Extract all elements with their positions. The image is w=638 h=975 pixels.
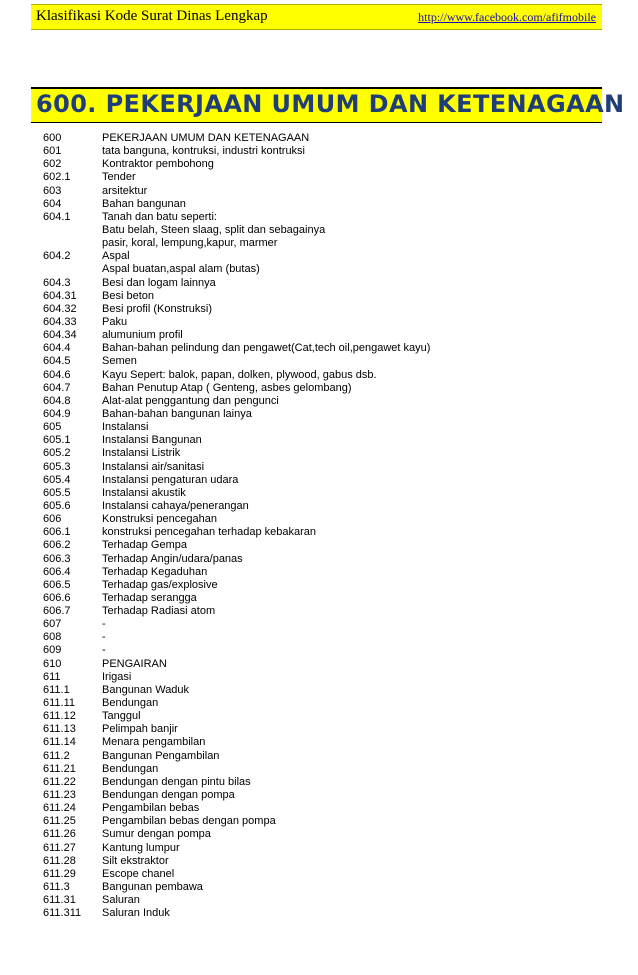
entry-code: 606.2 [43, 539, 71, 552]
list-item [43, 211, 603, 224]
document-title: Klasifikasi Kode Surat Dinas Lengkap [36, 8, 268, 24]
entry-code: 605.5 [43, 486, 71, 499]
list-item [43, 776, 603, 789]
list-item [43, 158, 603, 171]
entry-code: 607 [43, 618, 62, 631]
list-item [43, 697, 603, 710]
code-list [43, 132, 603, 920]
entry-description: Bendungan [102, 762, 159, 775]
list-item [43, 329, 603, 342]
entry-description: arsitektur [102, 184, 148, 197]
entry-code: 604.7 [43, 381, 71, 394]
list-item [43, 868, 603, 881]
entry-description: Besi beton [102, 289, 154, 302]
entry-code: 611.12 [43, 710, 76, 723]
entry-description: Semen [102, 355, 137, 368]
entry-description: pasir, koral, lempung,kapur, marmer [102, 237, 278, 250]
entry-code: 604.3 [43, 276, 71, 289]
entry-code: 611.22 [43, 775, 76, 788]
entry-code: 611.311 [43, 907, 82, 920]
entry-description: Irigasi [102, 670, 132, 683]
list-item [43, 789, 603, 802]
list-item [43, 461, 603, 474]
entry-code: 604 [43, 197, 62, 210]
entry-description: Instalansi Bangunan [102, 434, 202, 447]
entry-description: Bangunan Pengambilan [102, 749, 220, 762]
list-item [43, 658, 603, 671]
entry-code: 611.23 [43, 789, 76, 802]
entry-description: Terhadap gas/explosive [102, 578, 218, 591]
entry-description: Silt ekstraktor [102, 854, 169, 867]
entry-description: Instalansi air/sanitasi [102, 460, 205, 473]
list-item [43, 303, 603, 316]
list-item [43, 250, 603, 263]
entry-code: 611.27 [43, 841, 76, 854]
entry-code: 611.29 [43, 867, 76, 880]
entry-code: 606.5 [43, 578, 71, 591]
entry-code: 605.1 [43, 434, 71, 447]
list-item [43, 355, 603, 368]
entry-code: 600 [43, 132, 62, 144]
entry-description: PENGAIRAN [102, 657, 167, 670]
entry-code: 605.4 [43, 473, 71, 486]
entry-code: 611.3 [43, 881, 70, 894]
entry-code: 605.3 [43, 460, 71, 473]
list-item [43, 855, 603, 868]
list-item [43, 539, 603, 552]
entry-code: 606.3 [43, 552, 71, 565]
list-item [43, 828, 603, 841]
list-item [43, 382, 603, 395]
list-item [43, 132, 603, 145]
entry-code: 604.2 [43, 250, 71, 263]
list-item [43, 579, 603, 592]
section-heading: 600. PEKERJAAN UMUM DAN KETENAGAAN [36, 90, 625, 118]
list-item [43, 395, 603, 408]
entry-description: tata banguna, kontruksi, industri kontruksi [102, 145, 306, 158]
entry-description: PEKERJAAN UMUM DAN KETENAGAAN [102, 132, 310, 144]
list-item [43, 224, 603, 237]
entry-description: Instalansi [102, 421, 149, 434]
list-item [43, 566, 603, 579]
list-item [43, 618, 603, 631]
entry-description: Pengambilan bebas [102, 802, 200, 815]
entry-description: Terhadap Kegaduhan [102, 565, 208, 578]
list-item [43, 198, 603, 211]
list-item [43, 369, 603, 382]
list-item [43, 500, 603, 513]
entry-description: Kontraktor pembohong [102, 158, 214, 171]
list-item [43, 763, 603, 776]
section-heading-bar [31, 87, 625, 123]
entry-code: 604.34 [43, 329, 77, 342]
list-item [43, 447, 603, 460]
entry-code: 604.6 [43, 368, 71, 381]
entry-description: Instalansi akustik [102, 486, 186, 499]
list-item [43, 684, 603, 697]
entry-description: Bendungan [102, 697, 159, 710]
entry-description: Besi dan logam lainnya [102, 276, 216, 289]
entry-description: alumunium profil [102, 329, 183, 342]
entry-description: - [102, 644, 106, 657]
entry-description: Terhadap Radiasi atom [102, 605, 216, 618]
list-item [43, 802, 603, 815]
entry-code: 609 [43, 644, 62, 657]
list-item [43, 171, 603, 184]
entry-description: Saluran Induk [102, 907, 170, 920]
entry-description: Pengambilan bebas dengan pompa [102, 815, 276, 828]
entry-description: - [102, 618, 106, 631]
list-item [43, 907, 603, 920]
entry-code: 603 [43, 184, 62, 197]
entry-description: Bendungan dengan pompa [102, 789, 235, 802]
entry-code: 611.24 [43, 802, 76, 815]
entry-description: - [102, 631, 106, 644]
entry-code: 606.4 [43, 565, 71, 578]
entry-code: 604.33 [43, 315, 77, 328]
entry-description: Escope chanel [102, 867, 175, 880]
entry-code: 604.1 [43, 210, 71, 223]
list-item [43, 237, 603, 250]
entry-code: 611.21 [43, 762, 76, 775]
entry-description: Aspal buatan,aspal alam (butas) [102, 263, 260, 276]
list-item [43, 815, 603, 828]
entry-description: Tanah dan batu seperti: [102, 210, 217, 223]
entry-description: Instalansi cahaya/penerangan [102, 499, 249, 512]
entry-code: 611.31 [43, 894, 76, 907]
entry-code: 604.5 [43, 355, 71, 368]
entry-code: 604.32 [43, 302, 77, 315]
entry-description: Alat-alat penggantung dan pengunci [102, 394, 279, 407]
entry-code: 611.2 [43, 749, 70, 762]
entry-code: 606.6 [43, 591, 71, 604]
list-item [43, 277, 603, 290]
list-item [43, 631, 603, 644]
entry-code: 604.9 [43, 407, 71, 420]
entry-description: Terhadap Angin/udara/panas [102, 552, 243, 565]
list-item [43, 526, 603, 539]
list-item [43, 710, 603, 723]
entry-code: 606 [43, 513, 62, 526]
entry-code: 601 [43, 145, 62, 158]
list-item [43, 290, 603, 303]
entry-code: 604.8 [43, 394, 71, 407]
list-item [43, 145, 603, 158]
entry-code: 608 [43, 631, 62, 644]
entry-description: Kayu Sepert: balok, papan, dolken, plywood, gabus dsb. [102, 368, 377, 381]
entry-description: Sumur dengan pompa [102, 828, 211, 841]
list-item [43, 736, 603, 749]
entry-description: Bangunan pembawa [102, 881, 203, 894]
entry-description: Paku [102, 315, 128, 328]
entry-code: 606.1 [43, 526, 71, 539]
list-item [43, 342, 603, 355]
entry-code: 604.4 [43, 342, 71, 355]
entry-code: 602 [43, 158, 62, 171]
list-item [43, 434, 603, 447]
facebook-link[interactable]: http://www.facebook.com/afifmobile [418, 10, 596, 24]
header-bar [31, 4, 602, 30]
list-item [43, 671, 603, 684]
entry-description: Bahan-bahan bangunan lainya [102, 407, 252, 420]
entry-code: 611.14 [43, 736, 76, 749]
entry-code: 611.13 [43, 723, 76, 736]
entry-code: 611.25 [43, 815, 76, 828]
entry-description: Terhadap Gempa [102, 539, 187, 552]
entry-description: Saluran [102, 894, 140, 907]
entry-code: 602.1 [43, 171, 71, 184]
list-item [43, 592, 603, 605]
list-item [43, 263, 603, 276]
entry-description: Bahan bangunan [102, 197, 186, 210]
entry-code: 605.6 [43, 499, 71, 512]
list-item [43, 605, 603, 618]
list-item [43, 750, 603, 763]
entry-description: konstruksi pencegahan terhadap kebakaran [102, 526, 317, 539]
entry-description: Menara pengambilan [102, 736, 206, 749]
entry-description: Tender [102, 171, 136, 184]
entry-description: Batu belah, Steen slaag, split dan sebagainya [102, 223, 326, 236]
entry-description: Pelimpah banjir [102, 723, 178, 736]
entry-code: 605 [43, 421, 62, 434]
list-item [43, 894, 603, 907]
entry-code: 611 [43, 670, 61, 683]
list-item [43, 316, 603, 329]
entry-code: 604.31 [43, 289, 77, 302]
entry-description: Bahan Penutup Atap ( Genteng, asbes gelombang) [102, 381, 352, 394]
entry-description: Instalansi Listrik [102, 447, 181, 460]
entry-code: 611.1 [43, 683, 70, 696]
list-item [43, 723, 603, 736]
entry-code: 611.26 [43, 828, 76, 841]
entry-description: Bangunan Waduk [102, 683, 190, 696]
list-item [43, 842, 603, 855]
entry-code: 610 [43, 657, 62, 670]
entry-description: Tanggul [102, 710, 141, 723]
entry-description: Bahan-bahan pelindung dan pengawet(Cat,tech oil,pengawet kayu) [102, 342, 431, 355]
list-item [43, 474, 603, 487]
list-item [43, 185, 603, 198]
list-item [43, 881, 603, 894]
entry-description: Aspal [102, 250, 130, 263]
entry-description: Bendungan dengan pintu bilas [102, 775, 251, 788]
entry-code: 605.2 [43, 447, 71, 460]
entry-description: Besi profil (Konstruksi) [102, 302, 213, 315]
list-item [43, 553, 603, 566]
list-item [43, 421, 603, 434]
entry-code: 611.28 [43, 854, 76, 867]
list-item [43, 644, 603, 657]
entry-code: 606.7 [43, 605, 71, 618]
list-item [43, 487, 603, 500]
entry-description: Terhadap serangga [102, 591, 197, 604]
entry-description: Instalansi pengaturan udara [102, 473, 239, 486]
list-item [43, 408, 603, 421]
entry-description: Kantung lumpur [102, 841, 180, 854]
entry-description: Konstruksi pencegahan [102, 513, 217, 526]
list-item [43, 513, 603, 526]
entry-code: 611.11 [43, 697, 76, 710]
